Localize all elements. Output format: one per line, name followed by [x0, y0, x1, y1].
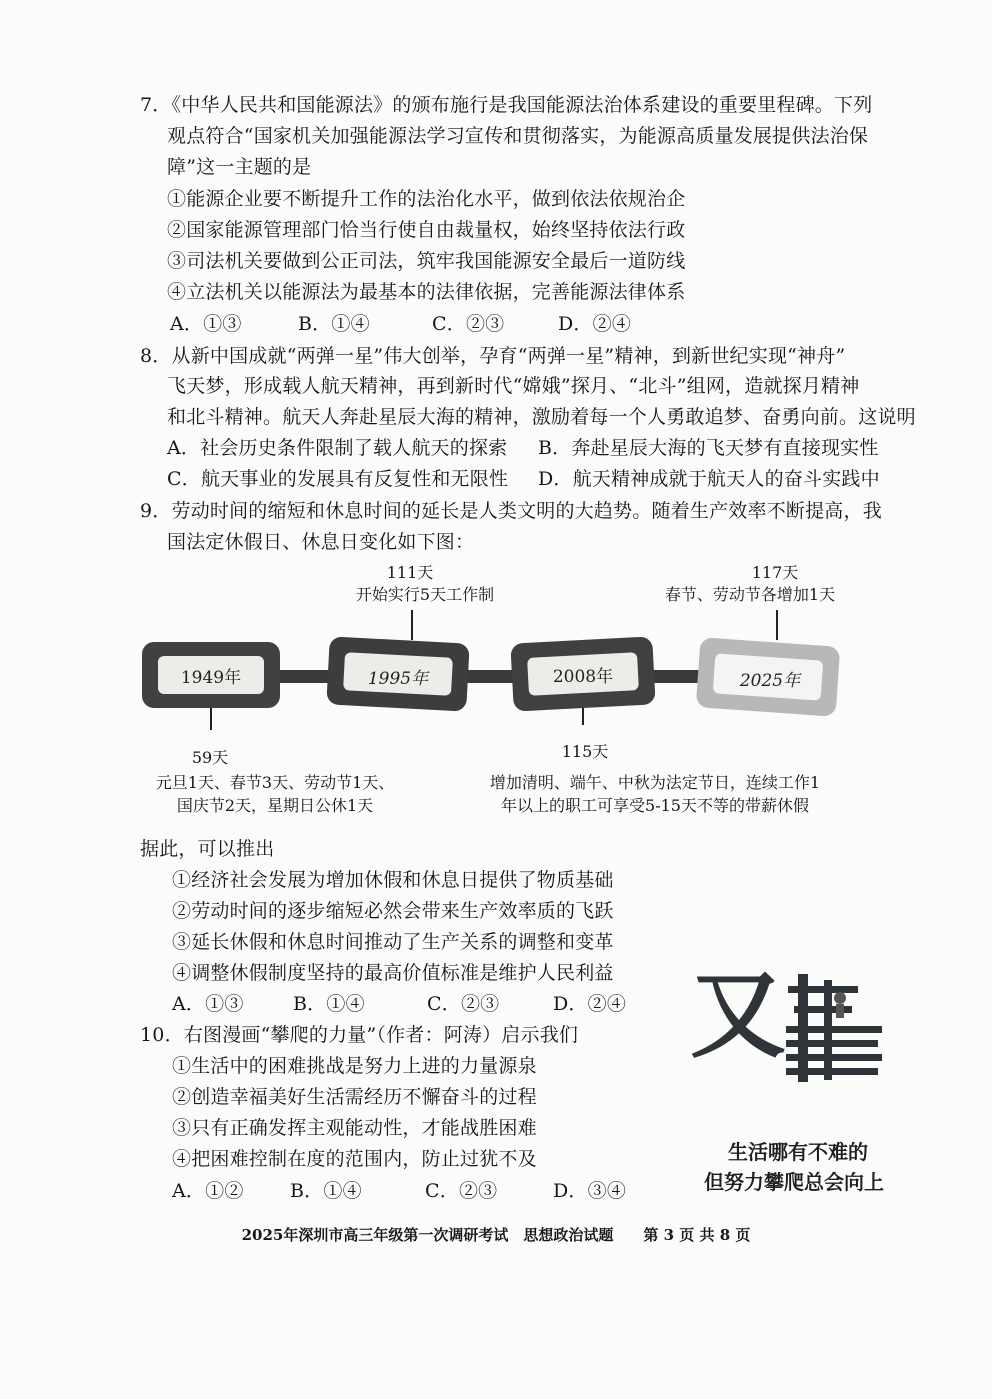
label-2025-desc: 春节、劳动节各增加1天: [664, 585, 836, 604]
year-label: 2025年: [739, 671, 801, 691]
q7-stem-line: 观点符合“国家机关加强能源法学习宣传和贯彻落实，为能源高质量发展提供法治保: [167, 125, 869, 147]
q10-item: ④把困难控制在度的范围内，防止过犹不及: [172, 1148, 537, 1170]
q7-option-c: C．②③: [432, 313, 505, 335]
chain-link-2008: [510, 636, 655, 711]
q9-stem-line: 9．劳动时间的缩短和休息时间的延长是人类文明的大趋势。随着生产效率不断提高，我: [140, 500, 882, 522]
q7-option-b: B．①④: [298, 313, 370, 335]
cartoon-char-left: 又: [690, 959, 786, 1071]
q9-option-a: A．①③: [172, 993, 244, 1015]
year-label: 1995年: [367, 669, 429, 689]
chain-link-1995: [326, 636, 469, 711]
q10-item: ①生活中的困难挑战是努力上进的力量源泉: [172, 1055, 537, 1077]
q8-option-b: B．奔赴星辰大海的飞天梦有直接现实性: [538, 437, 879, 459]
q9-item: ④调整休假制度坚持的最高价值标准是维护人民利益: [172, 962, 614, 984]
q8-stem-line: 飞天梦，形成载人航天精神，再到新时代“嫦娥”探月、“北斗”组网，造就探月精神: [167, 375, 860, 397]
q8-option-c: C．航天事业的发展具有反复性和无限性: [167, 468, 509, 490]
q9-item: ①经济社会发展为增加休假和休息日提供了物质基础: [172, 869, 614, 891]
label-1949-desc: 国庆节2天，星期日公休1天: [176, 796, 374, 815]
q8-option-d: D．航天精神成就于航天人的奋斗实践中: [538, 468, 880, 490]
label-1995-days: 111天: [386, 563, 434, 582]
label-1949-desc: 元旦1天、春节3天、劳动节1天、: [155, 773, 395, 792]
q8-stem-line: 8．从新中国成就“两弹一星”伟大创举，孕育“两弹一星”精神，到新世纪实现“神舟”: [140, 345, 846, 367]
label-2008-desc: 增加清明、端午、中秋为法定节日，连续工作1: [489, 773, 821, 792]
chain-link-1949: [142, 642, 280, 708]
q7-item: ③司法机关要做到公正司法，筑牢我国能源安全最后一道防线: [167, 250, 686, 272]
label-2008-desc: 年以上的职工可享受5-15天不等的带薪休假: [501, 796, 809, 815]
q7-stem-line: 7．《中华人民共和国能源法》的颁布施行是我国能源法治体系建设的重要里程碑。下列: [140, 94, 873, 116]
label-1949-days: 59天: [191, 748, 229, 767]
q8-option-a: A．社会历史条件限制了载人航天的探索: [167, 437, 508, 459]
q7-item: ②国家能源管理部门恰当行使自由裁量权，始终坚持依法行政: [167, 219, 686, 241]
q9-option-b: B．①④: [293, 993, 365, 1015]
cartoon-caption: 但努力攀爬总会向上: [704, 1170, 884, 1194]
cartoon-caption: 生活哪有不难的: [728, 1140, 868, 1164]
q9-option-d: D．②④: [553, 993, 627, 1015]
q9-item: ③延长休假和休息时间推动了生产关系的调整和变革: [172, 931, 614, 953]
q9-stem-line: 国法定休假日、休息日变化如下图：: [167, 531, 475, 553]
cartoon-climbing-power: [670, 960, 910, 1210]
q9-option-c: C．②③: [427, 993, 500, 1015]
page-footer: 2025年深圳市高三年级第一次调研考试 思想政治试题 第 3 页 共 8 页: [241, 1226, 751, 1244]
q10-item: ③只有正确发挥主观能动性，才能战胜困难: [172, 1117, 537, 1139]
q9-item: ②劳动时间的逐步缩短必然会带来生产效率质的飞跃: [172, 900, 614, 922]
q8-stem-line: 和北斗精神。航天人奔赴星辰大海的精神，激励着每一个人勇敢追梦、奋勇向前。这说明: [167, 406, 916, 428]
climber-figure: [834, 992, 846, 1004]
q9-lead: 据此，可以推出: [140, 838, 275, 860]
q7-item: ④立法机关以能源法为最基本的法律依据，完善能源法律体系: [167, 281, 686, 303]
chain-link-2025: [696, 637, 841, 717]
q7-item: ①能源企业要不断提升工作的法治化水平，做到依法依规治企: [167, 188, 686, 210]
q10-item: ②创造幸福美好生活需经历不懈奋斗的过程: [172, 1086, 537, 1108]
q7-stem-line: 障”这一主题的是: [167, 156, 312, 178]
q7-option-a: A．①③: [170, 313, 242, 335]
q10-option-b: B．①④: [290, 1180, 362, 1202]
q10-option-d: D．③④: [553, 1180, 627, 1202]
q10-option-c: C．②③: [425, 1180, 498, 1202]
q7-option-d: D．②④: [558, 313, 632, 335]
label-1995-desc: 开始实行5天工作制: [355, 585, 495, 604]
ladder-character-icon: [780, 968, 890, 1088]
holiday-chain-diagram: [130, 600, 850, 730]
q10-option-a: A．①②: [172, 1180, 244, 1202]
year-label: 2008年: [552, 667, 614, 687]
label-2008-days: 115天: [561, 742, 609, 761]
q10-stem: 10．右图漫画“攀爬的力量”（作者：阿涛）启示我们: [140, 1024, 579, 1046]
year-label: 1949年: [180, 668, 242, 688]
label-2025-days: 117天: [751, 563, 799, 582]
